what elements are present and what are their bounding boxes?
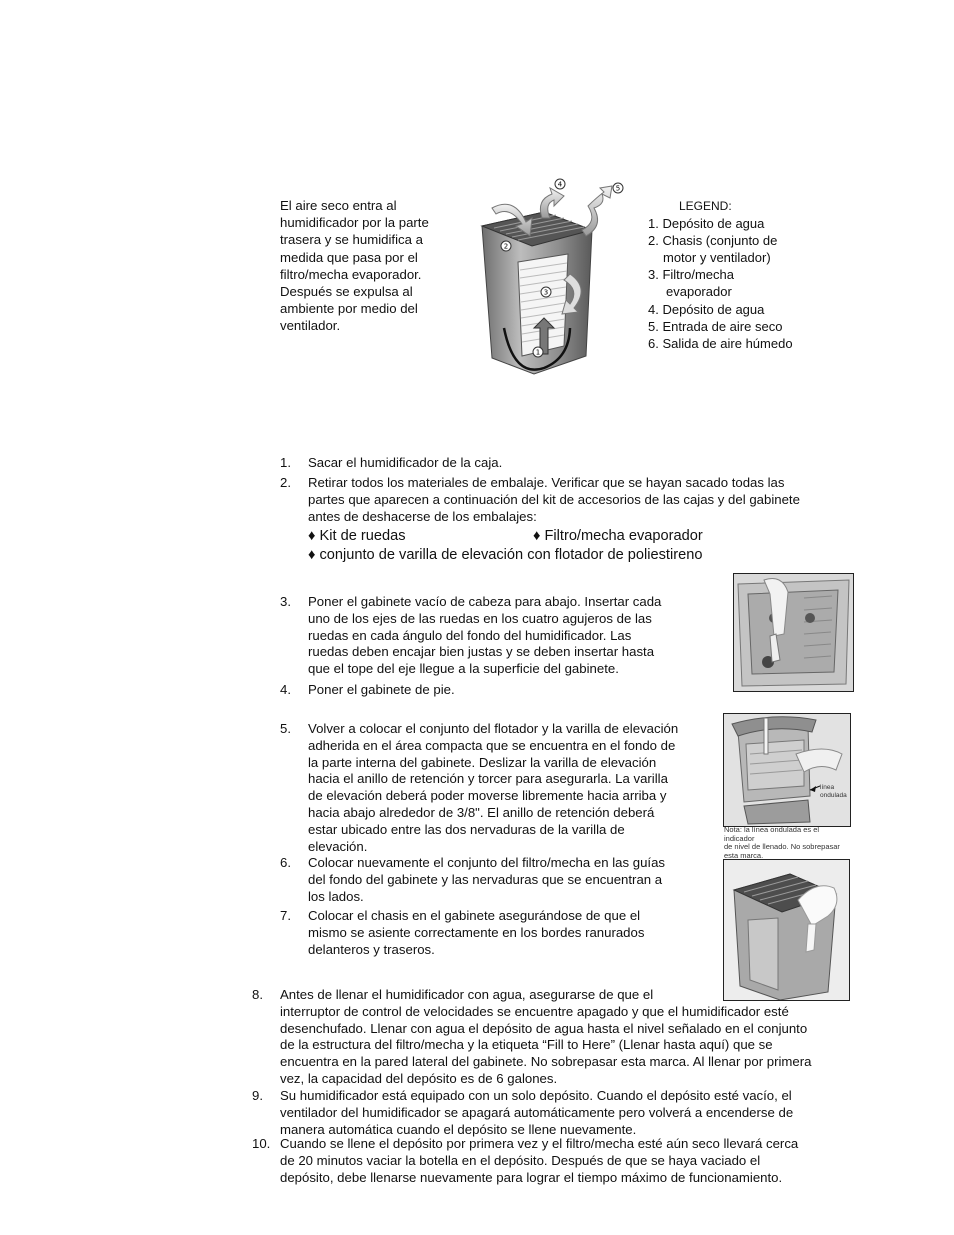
note-line: de nivel de llenado. No sobrepasar bbox=[724, 842, 840, 851]
legend-title: LEGEND: bbox=[679, 199, 732, 213]
callout-1: 1 bbox=[535, 348, 541, 357]
step-line: Poner el gabinete vacío de cabeza para abajo. Insertar cada bbox=[308, 594, 662, 609]
legend-item: 2. Chasis (conjunto de bbox=[648, 233, 778, 249]
callout-4: 4 bbox=[557, 180, 563, 189]
intro-line: ventilador. bbox=[280, 318, 341, 334]
intro-line: ambiente por medio del bbox=[280, 301, 418, 317]
step-9 bbox=[252, 1088, 793, 1138]
kit-item-float-rod: ♦ conjunto de varilla de elevación con flotador de poliestireno bbox=[308, 547, 703, 563]
step-line: de 20 minutos vaciar la botella en el depósito. Después de que se haya vaciado el bbox=[280, 1152, 761, 1168]
step-line: Antes de llenar el humidificador con agua, asegurarse de que el bbox=[280, 987, 654, 1002]
step-7 bbox=[280, 908, 644, 958]
step-5 bbox=[280, 721, 678, 855]
step-number: 7. bbox=[280, 908, 291, 923]
legend-item: 1. Depósito de agua bbox=[648, 216, 765, 232]
wavy-line-label: línea bbox=[820, 784, 835, 791]
step-6 bbox=[280, 855, 665, 905]
intro-line: medida que pasa por el bbox=[280, 249, 418, 265]
step-number: 9. bbox=[252, 1088, 263, 1103]
step-line: elevación. bbox=[308, 838, 368, 854]
step-1 bbox=[280, 455, 502, 472]
kit-item-filter: ♦ Filtro/mecha evaporador bbox=[533, 528, 703, 544]
step-number: 3. bbox=[280, 594, 291, 609]
step-line: hacia el anillo de retención y torcer para asegurarla. La varilla bbox=[308, 771, 668, 787]
step-number: 5. bbox=[280, 721, 291, 736]
intro-line: humidificador por la parte bbox=[280, 215, 429, 231]
step-line: partes que aparecen a continuación del kit de accesorios de las cajas y del gabinete bbox=[308, 491, 800, 507]
step-line: Sacar el humidificador de la caja. bbox=[308, 455, 503, 470]
legend bbox=[648, 198, 818, 352]
step-number: 8. bbox=[252, 987, 263, 1002]
step-number: 10. bbox=[252, 1136, 271, 1151]
humidifier-airflow-diagram bbox=[474, 178, 626, 378]
kit-item-casters: ♦ Kit de ruedas bbox=[308, 528, 406, 544]
step-line: delanteros y traseros. bbox=[308, 941, 435, 957]
intro-line: El aire seco entra al bbox=[280, 198, 397, 213]
step-line: Retirar todos los materiales de embalaje. Verificar que se hayan sacado todas las bbox=[308, 475, 785, 490]
step-line: ruedas deben encajar bien justas y se deben insertar hasta bbox=[308, 644, 655, 660]
step-8 bbox=[252, 987, 811, 1088]
step-line: interruptor de control de velocidades se encuentre apagado y que el humidificador esté bbox=[280, 1003, 789, 1019]
step-line: antes de deshacerse de los embalajes: bbox=[308, 508, 537, 524]
intro-line: trasera y se humidifica a bbox=[280, 232, 423, 248]
intro-line: filtro/mecha evaporador. bbox=[280, 266, 422, 282]
chassis-placement-photo bbox=[723, 859, 850, 1001]
step-line: manera automática cuando el depósito se llene nuevamente. bbox=[280, 1121, 637, 1137]
step-line: de la estructura del filtro/mecha y la etiqueta “Fill to Here” (Llenar hasta aquí) que se bbox=[280, 1037, 773, 1053]
step-line: ruedas en cada ángulo del fondo del humidificador. Las bbox=[308, 627, 632, 643]
step-number: 4. bbox=[280, 682, 291, 697]
step-line: estar ubicado entre las dos nervaduras de la varilla de bbox=[308, 821, 625, 837]
legend-item: 4. Depósito de agua bbox=[648, 301, 765, 317]
legend-item-continuation: evaporador bbox=[666, 284, 732, 300]
step-line: hacia abajo alrededor de 3/8". El anillo de retención deberá bbox=[308, 804, 655, 820]
step-10 bbox=[252, 1136, 798, 1186]
intro-paragraph bbox=[280, 197, 455, 335]
step-line: encuentra en la pared lateral del gabinete. No sobrepasar esta marca. Al llenar por primera bbox=[280, 1054, 812, 1070]
step-line: los lados. bbox=[308, 888, 364, 904]
note-line: Nota: la línea ondulada es el indicador bbox=[724, 825, 820, 843]
legend-item-continuation: motor y ventilador) bbox=[663, 250, 771, 266]
callout-2: 2 bbox=[503, 242, 509, 251]
step-4 bbox=[280, 682, 455, 699]
step-line: desenchufado. Llenar con agua el depósito de agua hasta el nivel señalado en el conjunto bbox=[280, 1020, 808, 1036]
callout-5: 5 bbox=[615, 184, 621, 193]
legend-item: 5. Entrada de aire seco bbox=[648, 318, 783, 334]
step-number: 2. bbox=[280, 475, 291, 490]
fill-level-note bbox=[724, 826, 850, 860]
note-line: esta marca. bbox=[724, 850, 764, 860]
step-line: que el tope del eje llegue a la superficie del gabinete. bbox=[308, 661, 619, 677]
step-number: 6. bbox=[280, 855, 291, 870]
step-line: mismo se asiente correctamente en los bordes ranurados bbox=[308, 924, 645, 940]
callout-3: 3 bbox=[543, 288, 549, 297]
step-line: Colocar el chasis en el gabinete asegurándose de que el bbox=[308, 908, 641, 923]
step-line: Cuando se llene el depósito por primera vez y el filtro/mecha esté aún seco llevará cerca bbox=[280, 1136, 799, 1151]
step-line: de elevación deberá poder moverse libremente hacia arriba y bbox=[308, 788, 667, 804]
intro-line: Después se expulsa al bbox=[280, 284, 413, 300]
step-line: depósito, debe llenarse nuevamente para lograr el tiempo máximo de funcionamiento. bbox=[280, 1169, 783, 1185]
step-line: adherida en el área compacta que se encuentra en el fondo de bbox=[308, 737, 676, 753]
step-line: del fondo del gabinete y las nervaduras que se encuentran a bbox=[308, 871, 663, 887]
step-3 bbox=[280, 594, 661, 678]
legend-item: 6. Salida de aire húmedo bbox=[648, 335, 793, 351]
step-line: Su humidificador está equipado con un solo depósito. Cuando el depósito esté vacío, el bbox=[280, 1088, 792, 1103]
step-line: ventilador del humidificador se apagará automáticamente pero volverá a encenderse de bbox=[280, 1104, 794, 1120]
caster-insertion-photo bbox=[733, 573, 854, 692]
step-line: la parte interna del gabinete. Deslizar la varilla de elevación bbox=[308, 754, 657, 770]
step-line: uno de los ejes de las ruedas en los cuatro agujeros de las bbox=[308, 610, 652, 626]
step-2 bbox=[280, 475, 800, 525]
float-rod-photo bbox=[723, 713, 851, 827]
legend-item: 3. Filtro/mecha bbox=[648, 267, 734, 283]
step-line: vez, la capacidad del depósito es de 6 galones. bbox=[280, 1070, 558, 1086]
step-number: 1. bbox=[280, 455, 291, 470]
step-line: Poner el gabinete de pie. bbox=[308, 682, 455, 697]
wavy-line-label: ondulada bbox=[820, 791, 847, 799]
step-line: Colocar nuevamente el conjunto del filtro/mecha en las guías bbox=[308, 855, 666, 870]
step-line: Volver a colocar el conjunto del flotador y la varilla de elevación bbox=[308, 721, 679, 736]
